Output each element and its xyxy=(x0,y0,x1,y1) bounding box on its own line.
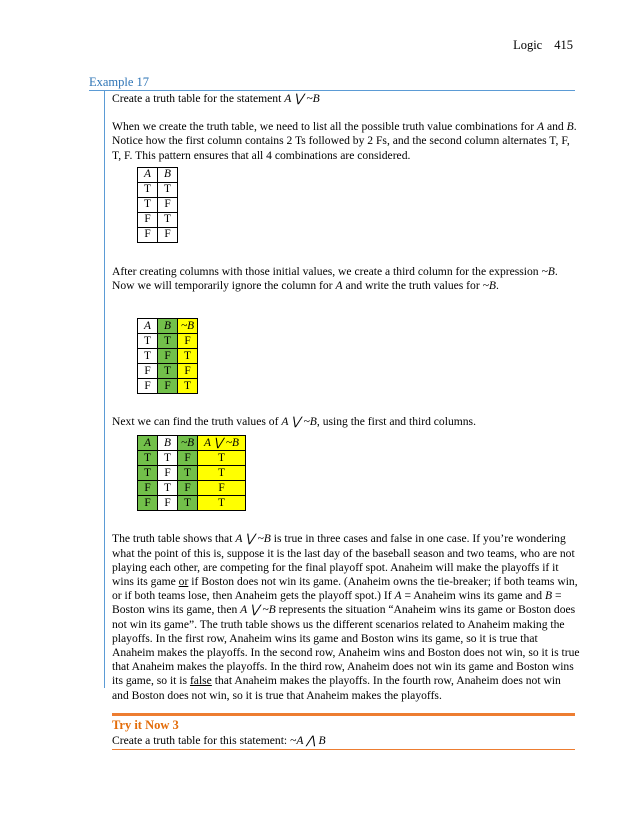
table-header-cell: A xyxy=(138,436,158,451)
table-header-cell: B xyxy=(158,436,178,451)
table-cell: F xyxy=(178,334,198,349)
table-cell: T xyxy=(198,451,246,466)
table-cell: F xyxy=(138,227,158,242)
table-cell: F xyxy=(178,364,198,379)
table-row xyxy=(138,182,178,197)
table-cell: F xyxy=(158,466,178,481)
try-it-title: Try it Now 3 xyxy=(112,718,179,732)
example-prompt xyxy=(112,92,580,106)
table-row xyxy=(138,334,198,349)
table-row xyxy=(138,364,198,379)
table-cell: F xyxy=(178,481,198,496)
example-side-rule xyxy=(104,90,105,688)
table-cell: T xyxy=(138,451,158,466)
table-cell: F xyxy=(158,496,178,511)
table-cell: T xyxy=(178,379,198,394)
table-header-cell: A xyxy=(138,167,158,182)
table-cell: F xyxy=(138,364,158,379)
table-header-cell: B xyxy=(158,319,178,334)
truth-table-basic xyxy=(137,167,178,243)
table-cell: T xyxy=(138,349,158,364)
table-header-cell: ~B xyxy=(178,319,198,334)
try-it-statement: ~A ⋀ B xyxy=(290,734,326,747)
table-cell: T xyxy=(158,451,178,466)
running-header xyxy=(513,38,573,53)
table-cell: F xyxy=(158,379,178,394)
paragraph-disjunction: Next we can find the truth values of A ⋁ ~B, using the first and third columns. xyxy=(112,415,476,429)
table-cell: F xyxy=(138,379,158,394)
table-cell: T xyxy=(178,496,198,511)
example-top-rule xyxy=(89,90,575,91)
table-header-row xyxy=(138,167,178,182)
table-cell: T xyxy=(138,182,158,197)
table-cell: F xyxy=(158,197,178,212)
table-cell: T xyxy=(178,349,198,364)
table-row xyxy=(138,379,198,394)
paragraph-explanation: The truth table shows that A ⋁ ~B is true in three cases and false in one case. If you’re wondering what the point of this is, suppose it is the last day of the baseball season and two teams, who are not playing each other, are competing for the final playoff spot. Anaheim will make the playoffs if it wins its game or if Boston does not win its game. (Anaheim owns the tie-breaker; if both teams win, or if both teams lose, then Anaheim gets the playoff spot.) If A = Anaheim wins its game and B = Boston wins its game, then A ⋁ ~B represents the situation “Anaheim wins its game or Boston does not win its game”. The truth table shows us the different scenarios related to Anaheim making the playoffs. In the first row, Anaheim wins its game and Boston wins its game, so it is true that Anaheim makes the playoffs. In the second row, Anaheim wins and Boston does not win, so it is true that Anaheim makes the playoffs. In the third row, Anaheim does not win its game and Boston wins its game, so it is false that Anaheim makes the playoffs. In the fourth row, Anaheim does not win and Boston does not win, so it is true that Anaheim makes the playoffs. xyxy=(112,532,580,702)
table-cell: T xyxy=(138,334,158,349)
section-title: Logic xyxy=(513,38,543,52)
table-cell: T xyxy=(158,182,178,197)
table-header-cell: ~B xyxy=(178,436,198,451)
page-number: 415 xyxy=(554,38,573,52)
table-cell: F xyxy=(158,227,178,242)
try-it-top-rule xyxy=(112,713,575,716)
table-cell: T xyxy=(158,334,178,349)
table-cell: T xyxy=(138,197,158,212)
table-cell: T xyxy=(158,212,178,227)
try-it-bottom-rule xyxy=(112,749,575,750)
table-cell: T xyxy=(198,496,246,511)
table-cell: T xyxy=(178,466,198,481)
table-cell: F xyxy=(138,212,158,227)
example-body xyxy=(112,92,580,703)
prompt-statement: A ⋁ ~B xyxy=(284,92,320,105)
table-cell: T xyxy=(158,481,178,496)
table-header-cell: A ⋁ ~B xyxy=(198,436,246,451)
table-row xyxy=(138,197,178,212)
table-header-cell: A xyxy=(138,319,158,334)
table-header-row xyxy=(138,319,198,334)
table-header-row xyxy=(138,436,246,451)
paragraph-third-column: After creating columns with those initial values, we create a third column for the expression ~B. Now we will temporarily ignore the column for A and write the truth values for ~B. xyxy=(112,264,558,293)
truth-table-negation xyxy=(137,318,198,394)
table-cell: T xyxy=(158,364,178,379)
table-row xyxy=(138,349,198,364)
table-cell: F xyxy=(178,451,198,466)
table-header-cell: B xyxy=(158,167,178,182)
paragraph-intro: When we create the truth table, we need to list all the possible truth value combinations for A and B. Notice how the first column contains 2 Ts followed by 2 Fs, and the second column alternates T, F, T, F. This pattern ensures that all 4 combinations are considered. xyxy=(112,120,577,162)
try-it-prompt: Create a truth table for this statement: ~A ⋀ B xyxy=(112,734,326,747)
table-cell: F xyxy=(158,349,178,364)
table-cell: F xyxy=(138,481,158,496)
truth-table-full xyxy=(137,435,246,511)
prompt-text: Create a truth table for the statement xyxy=(112,92,285,105)
table-row xyxy=(138,496,246,511)
table-cell: T xyxy=(198,466,246,481)
example-title: Example 17 xyxy=(89,75,150,89)
table-row xyxy=(138,212,178,227)
table-cell: F xyxy=(198,481,246,496)
table-row xyxy=(138,227,178,242)
table-cell: T xyxy=(138,466,158,481)
table-row xyxy=(138,466,246,481)
table-row xyxy=(138,481,246,496)
table-row xyxy=(138,451,246,466)
table-cell: F xyxy=(138,496,158,511)
